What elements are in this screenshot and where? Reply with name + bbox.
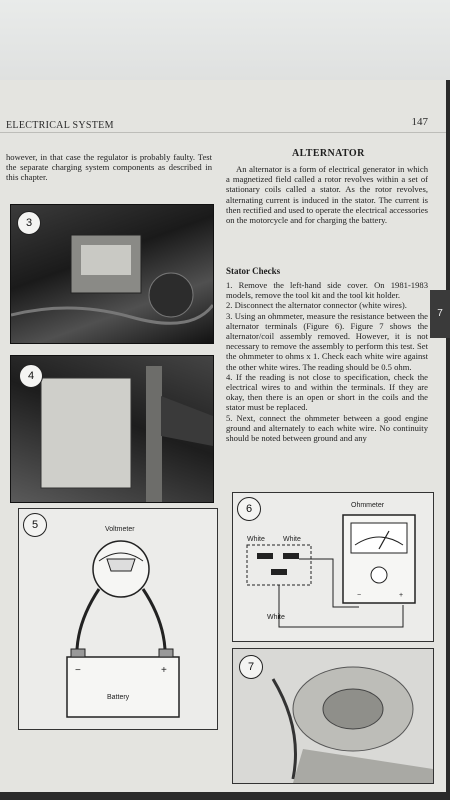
- voltmeter-window: [107, 559, 135, 571]
- left-intro-text: however, in that case the regulator is probably faulty. Test the separate charging system components as described in this chapter.: [6, 152, 212, 183]
- stator-step-4: 4. If the reading is not close to specification, check the electrical wires to and within the terminals. If they are okay, then there is an open or short in the coils and the stator must be replaced.: [226, 371, 428, 413]
- white-wire-label-3: White: [267, 614, 285, 621]
- book-page: [0, 80, 446, 792]
- viewer-top-margin: [0, 0, 450, 80]
- figure-7-photo: [232, 648, 434, 784]
- voltmeter-drawing: [19, 509, 217, 729]
- voltmeter-lead-negative: [77, 589, 99, 649]
- stator-steps: [226, 280, 428, 443]
- alternator-connector: [247, 545, 311, 585]
- alternator-cover: [293, 749, 433, 783]
- connector-pin-3: [271, 569, 287, 575]
- battery-label-area: [81, 245, 131, 275]
- voltmeter-label: Voltmeter: [105, 526, 135, 533]
- side-cover-panel: [41, 378, 131, 488]
- engine-part: [149, 273, 193, 317]
- section-header: ELECTRICAL SYSTEM: [6, 120, 114, 131]
- white-wire-label-2: White: [283, 536, 301, 543]
- battery-label: Battery: [107, 694, 130, 701]
- connector-pin-1: [257, 553, 273, 559]
- ohmmeter-label: Ohmmeter: [351, 502, 385, 509]
- ohmmeter-minus: −: [357, 592, 362, 599]
- ohmmeter-drawing: [233, 493, 433, 641]
- figure-3-scene: [11, 205, 213, 343]
- page-number: 147: [411, 116, 428, 128]
- figure-6-ohmmeter-diagram: [232, 492, 434, 642]
- probe-lead-positive: [279, 605, 403, 627]
- stator-core: [323, 689, 383, 729]
- stator-step-5: 5. Next, connect the ohmmeter between a good engine ground and alternately to each white wire. No continuity should be noted between ground and any: [226, 412, 428, 444]
- figure-5-number: 5: [23, 513, 47, 537]
- frame-member: [146, 366, 162, 502]
- figure-4-number: 4: [19, 364, 43, 388]
- battery-minus-sign: −: [75, 665, 81, 676]
- figure-7-number: 7: [239, 655, 263, 679]
- stator-step-3: 3. Using an ohmmeter, measure the resistance between the alternator terminals (Figure 6). Figure 7 shows the alternator/coil assembly removed. However, it is not necessary to remove the assembly to perform this test. Set the ohmmeter to ohms x 1. Check each white wire against the other white wires. The reading should be 0.5 ohm.: [226, 310, 428, 372]
- alternator-intro-text: An alternator is a form of electrical generator in which a magnetized field called a rotor revolves within a set of stationary coils called a stator. As the rotor revolves, alternating current is induced in the stator. The current is then rectified and used to operate the electrical accessories on the motorcycle and for charging the battery.: [226, 164, 428, 226]
- alternator-title: ALTERNATOR: [292, 148, 365, 159]
- figure-3-photo: [10, 204, 214, 344]
- connector-pin-2: [283, 553, 299, 559]
- ohmmeter-plus: +: [399, 592, 404, 599]
- battery-plus-sign: +: [161, 665, 167, 676]
- battery-terminal-positive: [159, 649, 173, 657]
- header-rule: [0, 132, 446, 133]
- battery-terminal-negative: [71, 649, 85, 657]
- stator-wiring: [273, 679, 296, 779]
- figure-3-number: 3: [17, 211, 41, 235]
- figure-7-scene: [233, 649, 433, 783]
- chapter-side-tab: 7: [430, 290, 450, 338]
- dark-component: [161, 396, 213, 446]
- white-wire-label-1: White: [247, 536, 265, 543]
- voltmeter-lead-positive: [143, 589, 165, 649]
- figure-4-photo: [10, 355, 214, 503]
- stator-step-1: 1. Remove the left-hand side cover. On 1981-1983 models, remove the tool kit and the tool kit holder.: [226, 280, 428, 301]
- figure-5-voltmeter-diagram: [18, 508, 218, 730]
- stator-step-2: 2. Disconnect the alternator connector (white wires).: [226, 300, 407, 311]
- ohmmeter-selector-knob: [371, 567, 387, 583]
- stator-checks-title: Stator Checks: [226, 266, 281, 276]
- figure-6-number: 6: [237, 497, 261, 521]
